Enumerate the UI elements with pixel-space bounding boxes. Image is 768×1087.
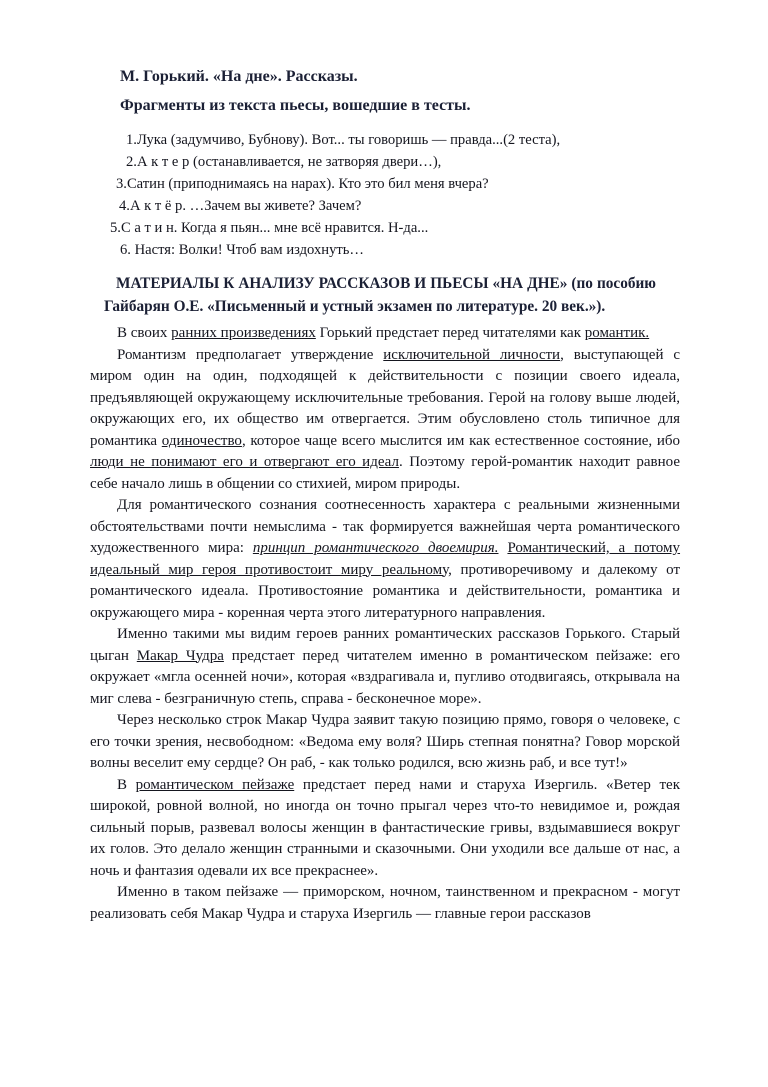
underlined-text: ранних произведениях [171, 325, 316, 341]
underlined-text: Романтический, а потому идеальный мир героя противостоит миру реальному, [90, 540, 681, 578]
underlined-text: Макар Чудра [136, 647, 224, 664]
text-segment: В своих [117, 325, 172, 341]
paragraph [90, 882, 680, 925]
text-segment: предстает перед нами и старуха Изергиль. «Ветер тек широкой, ровной волной, но иногда он точно прыгал через что-то невидимое и, рождая сильный порыв, развевал волосы женщин в фантастические гривы, вздымавшиеся вокруг их голов. Это делало женщин странными и сказочными. Они уходили все дальше от нас, а ночь и фантазия одевали их все прекраснее». [90, 776, 680, 879]
paragraph [90, 624, 680, 710]
paragraph [90, 323, 680, 345]
text-segment: В [117, 776, 136, 793]
underlined-text: принцип романтического двоемирия. [252, 540, 499, 556]
text-segment: Романтизм предполагает утверждение [117, 346, 384, 363]
document-subtitle: Фрагменты из текста пьесы, вошедшие в тесты. [120, 97, 471, 114]
fragment-line: 2.А к т е р (останавливается, не затворяя двери…), [126, 154, 442, 170]
fragments-list [110, 129, 680, 261]
text-segment: предстает перед читателем именно в романтическом пейзаже: его окружает «мгла осенней ночи», которая «вздрагивала и, пугливо отодвигаясь, открывала на миг слева - безграничную степь, справа - бесконечное море». [90, 647, 680, 707]
materials-heading: МАТЕРИАЛЫ К АНАЛИЗУ РАССКАЗОВ И ПЬЕСЫ «НА ДНЕ» (по пособию Гайбарян О.Е. «Письменный и устный экзамен по литературе. 20 век.»). [104, 275, 656, 315]
underlined-text: романтическом пейзаже [135, 776, 295, 793]
paragraph [90, 495, 680, 624]
text-segment: Через несколько строк Макар Чудра заявит такую позицию прямо, говоря о человеке, с его точки зрения, несвободном: «Ведома ему воля? Ширь степная понятна? Говор морской волны веселит ему сердце? Он раб, - как только родился, всю жизнь раб, и все тут!» [90, 712, 680, 771]
fragment-line: 5.С а т и н. Когда я пьян... мне всё нравится. Н-да... [110, 220, 429, 236]
fragment-line: 4.А к т ё р. …Зачем вы живете? Зачем? [119, 198, 362, 214]
document-title: М. Горький. «На дне». Рассказы. [120, 68, 358, 85]
paragraphs [90, 323, 680, 925]
text-segment: . Поэтому герой-романтик находит равное себе начало лишь в общении со стихией, миром природы. [90, 454, 680, 492]
text-segment: противоречивому и далекому от романтического идеала. Противостояние романтика и действительности, романтика и окружающего мира - коренная черта этого литературного направления. [90, 561, 680, 621]
text-segment: Для романтического сознания соотнесенность характера с реальными жизненными обстоятельствами почти немыслима - так формируется важнейшая черта романтического художественного мира: [90, 497, 680, 556]
paragraph [90, 710, 680, 775]
text-segment: , выступающей с миром один на один, подходящей к действительности с позиции своего идеала, предъявляющей окружающему исключительные требования. Герой на голову выше людей, окружающих его, их общество им отвергается. Этим обусловлено столь типичное для романтика [90, 346, 680, 449]
paragraph [90, 775, 680, 883]
text-segment: Горький предстает перед читателями как [315, 325, 585, 341]
underlined-text: исключительной личности [383, 346, 561, 363]
underlined-text: романтик. [584, 325, 650, 341]
fragment-line: 3.Сатин (приподнимаясь на нарах). Кто это бил меня вчера? [116, 176, 489, 192]
fragment-line: 6. Настя: Волки! Чтоб вам издохнуть… [120, 242, 365, 258]
underlined-text: одиночество [161, 432, 242, 449]
text-segment: Именно в таком пейзаже — приморском, ночном, таинственном и прекрасном - могут реализовать себя Макар Чудра и старуха Изергиль — главные герои рассказов [90, 884, 680, 922]
text-segment: , которое чаще всего мыслится им как естественное состояние, ибо [241, 432, 681, 449]
underlined-text: люди не понимают его и отвергают его идеал [90, 454, 399, 470]
text-segment: Именно такими мы видим героев ранних романтических рассказов Горького. Старый цыган [90, 626, 680, 664]
fragment-line: 1.Лука (задумчиво, Бубнову). Вот... ты говоришь — правда...(2 теста), [126, 132, 561, 148]
paragraph [90, 345, 680, 496]
